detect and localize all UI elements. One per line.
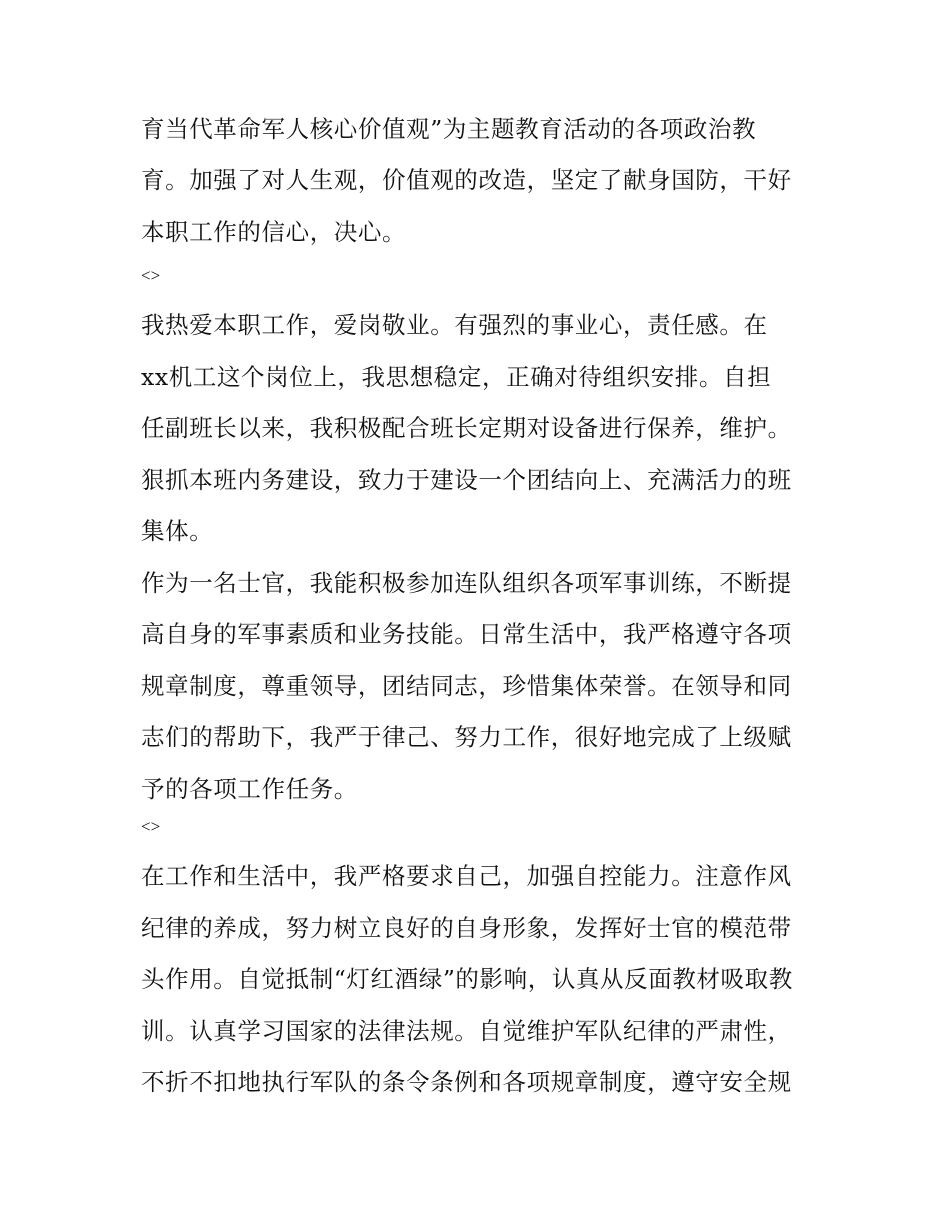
text-line: 志们的帮助下，我严于律己、努力工作，很好地完成了上级赋 bbox=[141, 723, 792, 751]
text-line: 本职工作的信心，决心。 bbox=[141, 218, 407, 246]
text-line: 头作用。自觉抵制“灯红酒绿”的影响，认真从反面教材吸取教 bbox=[141, 965, 793, 993]
text-line: 规章制度，尊重领导，团结同志，珍惜集体荣誉。在领导和同 bbox=[141, 672, 792, 700]
text-line: 我热爱本职工作，爱岗敬业。有强烈的事业心，责任感。在 bbox=[141, 311, 768, 339]
text-line: 纪律的养成，努力树立良好的自身形象，发挥好士官的模范带 bbox=[141, 914, 792, 942]
text-line: 予的各项工作任务。 bbox=[141, 775, 358, 803]
text-line: 育。加强了对人生观，价值观的改造，坚定了献身国防，干好 bbox=[141, 166, 792, 194]
text-line: 不折不扣地执行军队的条令条例和各项规章制度，遵守安全规 bbox=[141, 1068, 792, 1096]
text-line: 任副班长以来，我积极配合班长定期对设备进行保养，维护。 bbox=[141, 414, 792, 442]
section-marker: <> bbox=[141, 266, 161, 285]
text-line: 高自身的军事素质和业务技能。日常生活中，我严格遵守各项 bbox=[141, 620, 792, 648]
text-line: 集体。 bbox=[141, 517, 214, 545]
text-line: 训。认真学习国家的法律法规。自觉维护军队纪律的严肃性， bbox=[141, 1017, 792, 1045]
section-marker: <> bbox=[141, 817, 161, 836]
text-line: 作为一名士官，我能积极参加连队组织各项军事训练，不断提 bbox=[141, 569, 792, 597]
text-line: xx机工这个岗位上，我思想稳定，正确对待组织安排。自担 bbox=[141, 363, 772, 391]
text-line: 育当代革命军人核心价值观”为主题教育活动的各项政治教 bbox=[141, 115, 757, 143]
text-line: 狠抓本班内务建设，致力于建设一个团结向上、充满活力的班 bbox=[141, 466, 792, 494]
text-line: 在工作和生活中，我严格要求自己，加强自控能力。注意作风 bbox=[141, 862, 792, 890]
